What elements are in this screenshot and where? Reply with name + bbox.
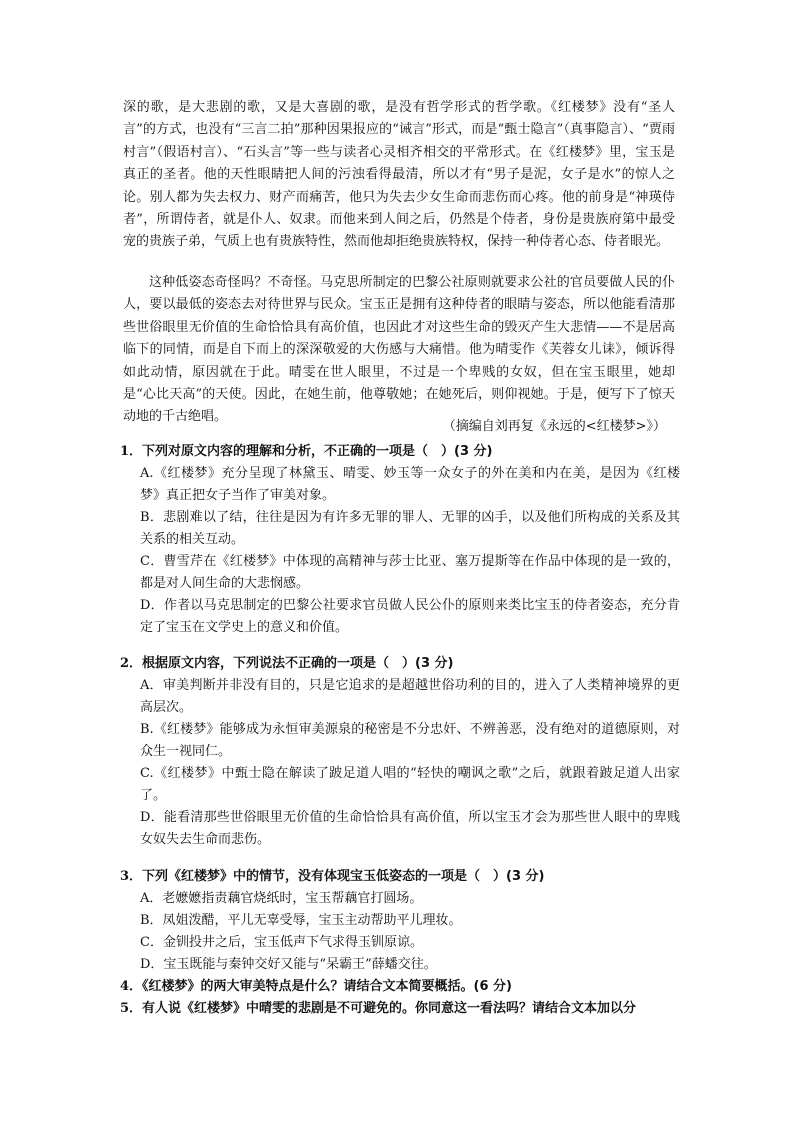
question-3 [120, 866, 680, 976]
passage-paragraph-2: 这种低姿态奇怪吗？不奇怪。马克思所制定的巴黎公社原则就要求公社的官员要做人民的仆人，要以最低的姿态去对待世界与民众。宝玉正是拥有这种侍者的眼睛与姿态，所以他能看清那些世俗眼里无价值的生命恰恰具有高价值，也因此才对这些生命的毁灭产生大悲情——不是居高临下的同情，而是自下而上的深深敬爱的大伤感与大痛惜。他为晴雯作《芙蓉女儿诔》，倾诉得如此动情，原因就在于此。晴雯在世人眼里，不过是一个卑贱的女奴，但在宝玉眼里，她却是“心比天高”的天使。因此，在她生前，他尊敬她；在她死后，则仰视她。于是，便写下了惊天动地的千古绝唱。 [123, 275, 675, 425]
passage-source: （摘编自刘再复《永远的<红楼梦>》） [442, 419, 666, 434]
question-2-option-d: D．能看清那些世俗眼里无价值的生命恰恰具有高价值，所以宝玉才会为那些世人眼中的卑贱女奴失去生命而悲伤。 [140, 810, 680, 847]
passage-paragraph-1: 深的歌，是大悲剧的歌，又是大喜剧的歌，是没有哲学形式的哲学歌。《红楼梦》没有“圣人言”的方式，也没有“三言二拍”那种因果报应的“诫言”形式，而是“甄士隐言”（真事隐言）、“贾雨村言”（假语村言）、“石头言”等一些与读者心灵相齐相交的平常形式。在《红楼梦》里，宝玉是真正的圣者。他的天性眼睛把人间的污浊看得最清，所以才有“男子是泥，女子是水”的惊人之论。别人都为失去权力、财产而痛苦，他只为失去少女生命而悲伤而心疼。他的前身是“神瑛侍者”，所谓侍者，就是仆人、奴隶。而他来到人间之后，仍然是个侍者，身份是贵族府第中最受宠的贵族子弟，气质上也有贵族特性，然而他却拒绝贵族特权，保持一种侍者心态、侍者眼光。 [123, 100, 675, 250]
question-4 [120, 976, 680, 998]
question-3-option-a: A．老嬷嬷指责藕官烧纸时，宝玉帮藕官打圆场。 [140, 891, 423, 906]
question-3-option-b: B．凤姐泼醋，平儿无辜受辱，宝玉主动帮助平儿理妆。 [140, 913, 462, 928]
question-1-option-d: D．作者以马克思制定的巴黎公社要求官员做人民公仆的原则来类比宝玉的侍者姿态，充分肯定了宝玉在文学史上的意义和价值。 [140, 598, 680, 635]
question-2-option-b: B.《红楼梦》能够成为永恒审美源泉的秘密是不分忠奸、不辨善恶，没有绝对的道德原则，对众生一视同仁。 [140, 722, 680, 759]
question-2-option-a: A．审美判断并非没有目的，只是它追求的是超越世俗功利的目的，进入了人类精神境界的更高层次。 [140, 678, 680, 715]
question-5-stem: 5．有人说《红楼梦》中晴雯的悲剧是不可避免的。你同意这一看法吗？请结合文本加以分 [120, 1001, 637, 1016]
question-3-score: (3 分) [506, 869, 545, 884]
question-3-option-d: D．宝玉既能与秦钟交好又能与“呆霸王”薛蟠交往。 [140, 957, 437, 972]
question-1-score: (3 分) [454, 444, 493, 459]
question-3-option-c: C．金钏投井之后，宝玉低声下气求得玉钏原谅。 [140, 935, 423, 950]
question-1-option-b: B．悲剧难以了结，往往是因为有许多无罪的罪人、无罪的凶手，以及他们所构成的关系及其关系的相关互动。 [140, 510, 680, 547]
question-5 [120, 998, 680, 1020]
question-3-stem: 3．下列《红楼梦》中的情节，没有体现宝玉低姿态的一项是（ ） [120, 869, 507, 884]
question-2-option-c: C.《红楼梦》中甄士隐在解读了跛足道人唱的“轻快的嘲讽之歌”之后，就跟着跛足道人出家了。 [140, 766, 680, 803]
question-1-option-c: C．曹雪芹在《红楼梦》中体现的高精神与莎士比亚、塞万提斯等在作品中体现的是一致的，都是对人间生命的大悲悯感。 [140, 554, 680, 591]
question-1-option-a: A.《红楼梦》充分呈现了林黛玉、晴雯、妙玉等一众女子的外在美和内在美，是因为《红楼梦》真正把女子当作了审美对象。 [140, 466, 680, 503]
question-2-score: (3 分) [415, 656, 454, 671]
question-1-stem: 1．下列对原文内容的理解和分析，不正确的一项是（ ） [120, 444, 455, 459]
question-4-stem: 4．《红楼梦》的两大审美特点是什么？请结合文本简要概括。 [120, 979, 474, 994]
question-2 [120, 653, 680, 851]
question-2-stem: 2．根据原文内容，下列说法不正确的一项是（ ） [120, 656, 416, 671]
question-4-score: (6 分) [473, 979, 513, 994]
question-1 [120, 441, 680, 639]
